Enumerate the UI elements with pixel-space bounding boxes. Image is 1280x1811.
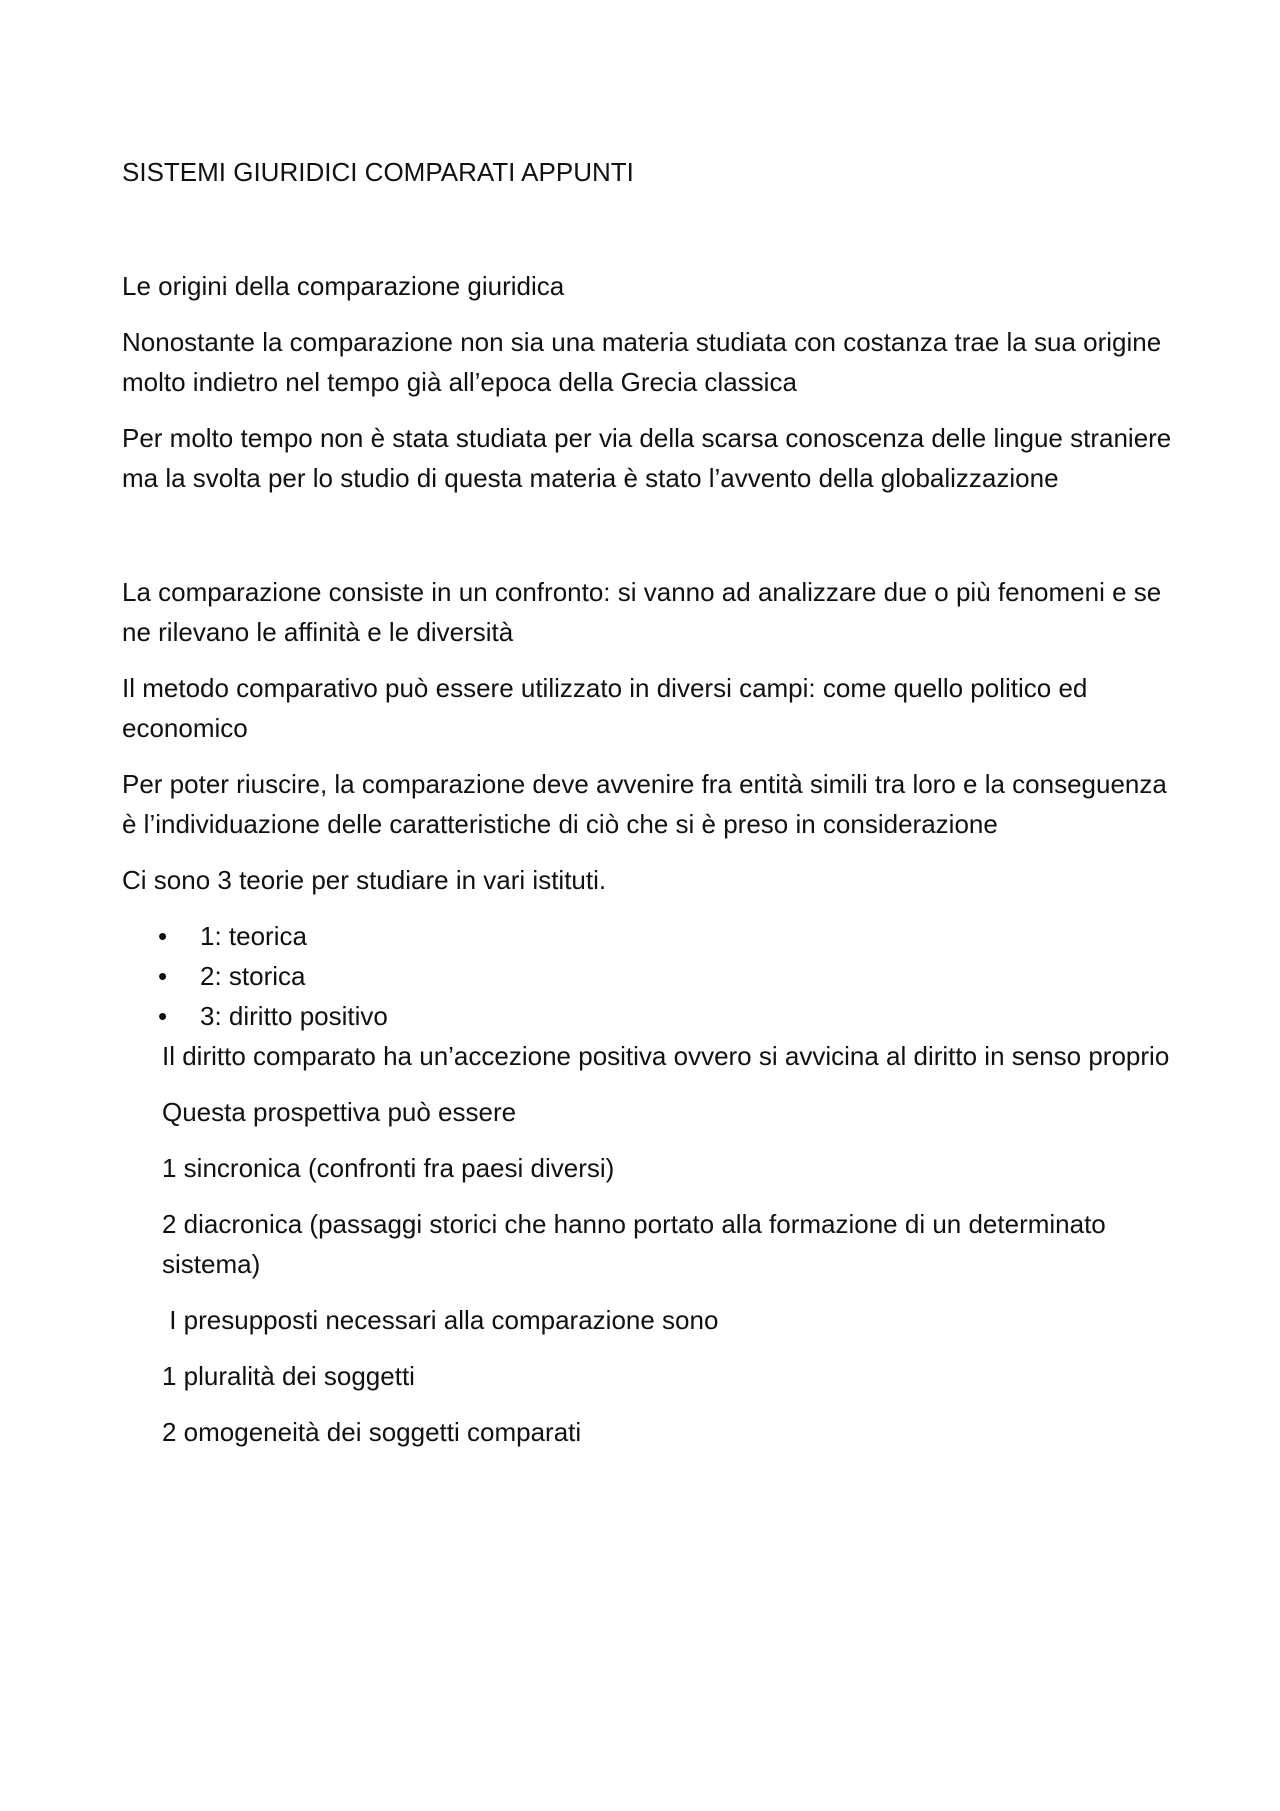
paragraph-origins-2: Per molto tempo non è stata studiata per via della scarsa conoscenza delle lingue straniere ma la svolta per lo studio di questa materia è stato l’avvento della globalizzazione bbox=[122, 423, 1172, 493]
paragraph-indented-7: 2 omogeneità dei soggetti comparati bbox=[162, 1417, 582, 1447]
list-item: • 1: teorica bbox=[178, 916, 1182, 956]
paragraph-indented-1: Il diritto comparato ha un’accezione positiva ovvero si avvicina al diritto in senso proprio bbox=[162, 1041, 1170, 1071]
document-title: SISTEMI GIURIDICI COMPARATI APPUNTI bbox=[122, 157, 634, 187]
section-heading-origins: Le origini della comparazione giuridica bbox=[122, 271, 565, 301]
paragraph-method-2: Il metodo comparativo può essere utilizzato in diversi campi: come quello politico ed economico bbox=[122, 673, 1088, 743]
document-content bbox=[122, 152, 1182, 1468]
paragraph-origins-1: Nonostante la comparazione non sia una materia studiata con costanza trae la sua origine molto indietro nel tempo già all’epoca della Grecia classica bbox=[122, 327, 1162, 397]
paragraph-method-3: Per poter riuscire, la comparazione deve avvenire fra entità simili tra loro e la conseguenza è l’individuazione delle caratteristiche di ciò che si è preso in considerazione bbox=[122, 769, 1167, 839]
paragraph-indented-3: 1 sincronica (confronti fra paesi diversi) bbox=[162, 1153, 615, 1183]
paragraph-indented-2: Questa prospettiva può essere bbox=[162, 1097, 517, 1127]
theories-list bbox=[122, 916, 1182, 1036]
paragraph-indented-5: I presupposti necessari alla comparazione sono bbox=[162, 1305, 719, 1335]
paragraph-indented-4: 2 diacronica (passaggi storici che hanno portato alla formazione di un determinato sistema) bbox=[162, 1209, 1106, 1279]
indented-section bbox=[162, 1036, 1182, 1452]
paragraph-indented-6: 1 pluralità dei soggetti bbox=[162, 1361, 415, 1391]
paragraph-method-1: La comparazione consiste in un confronto: si vanno ad analizzare due o più fenomeni e se ne rilevano le affinità e le diversità bbox=[122, 577, 1162, 647]
paragraph-method-4: Ci sono 3 teorie per studiare in vari istituti. bbox=[122, 865, 607, 895]
list-item: • 3: diritto positivo bbox=[178, 996, 1182, 1036]
list-item: • 2: storica bbox=[178, 956, 1182, 996]
